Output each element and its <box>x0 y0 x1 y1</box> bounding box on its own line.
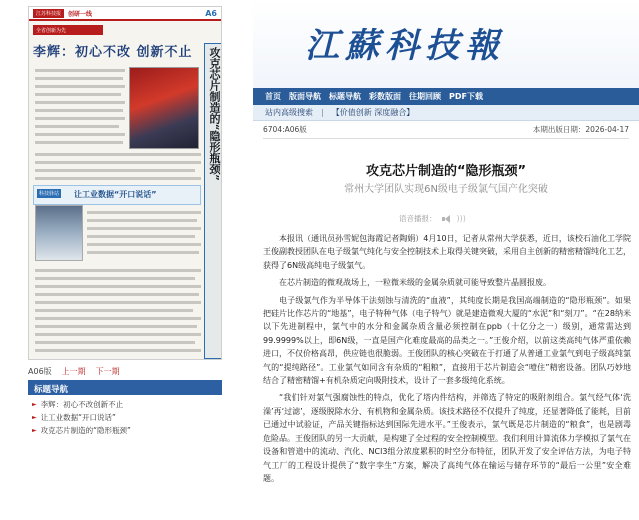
speaker-icon[interactable] <box>441 214 453 224</box>
thumbnail-text-line <box>35 93 121 96</box>
thumbnail-text-line <box>35 169 195 172</box>
thumbnail-page-number: A6 <box>205 8 217 18</box>
thumbnail-text-line <box>35 133 125 136</box>
nav-title-nav[interactable]: 标题导航 <box>329 92 361 101</box>
nav-pdf-download[interactable]: PDF下载 <box>449 92 483 101</box>
thumbnail-text-line <box>35 285 201 288</box>
article-body <box>263 232 631 489</box>
thumbnail-text-line <box>87 251 199 254</box>
thumbnail-text-line <box>87 227 201 230</box>
sound-wave-icon: ))) <box>456 214 466 223</box>
slogan-link[interactable]: 【价值创新 深度融合】 <box>331 108 415 117</box>
title-nav-item-label: 攻克芯片制造的“隐形瓶颈” <box>40 426 131 435</box>
left-panel <box>0 0 250 520</box>
audio-label: 语音播报： <box>399 214 437 223</box>
article-paragraph: 电子级氯气作为半导体干法刻蚀与清洗的“血液”，其纯度长期是我国高端制造的“隐形瓶颈”。如果把硅片比作芯片的“地基”，电子特种气体（电子特气）就是建造微观大厦的“水泥”和“刻刀”。“在28纳米以下先进制程中，氯气中的水分和金属杂质含量必须控制在ppb（十亿分之一）级别，通常需达到99.9999%以上，即6N级，一直是国产化难度最高的品类之一。”王俊介绍，以前这类高纯气体严重依赖进口，不仅价格高昂，供应链也很脆弱。王俊团队的核心突破在于打通了从普通工业氯气到电子级高纯氯气的“提纯路径”。工业氯气如同含有杂质的“粗粮”，直接用于芯片制造会“噎住”精密设备。团队巧妙地结合了精密精馏+有机杂质定向吸附技术，设计了一套多级纯化系统。 <box>263 295 631 386</box>
thumbnail-feature-banner[interactable] <box>33 185 201 205</box>
thumbnail-text-line <box>35 341 195 344</box>
title-nav-item-label: 李辉：初心不改创新不止 <box>40 400 124 409</box>
bullet-arrow-icon: ► <box>32 427 37 434</box>
thumbnail-tag: 全省创新为先 <box>33 25 103 35</box>
issue-page: 6704:A06版 <box>263 125 307 134</box>
thumbnail-text-line <box>35 117 125 120</box>
main-nav <box>253 88 639 105</box>
page-label: A06版 <box>28 367 52 376</box>
thumbnail-text-line <box>35 277 195 280</box>
page-thumbnail[interactable] <box>28 6 222 360</box>
thumbnail-text-line <box>35 333 201 336</box>
title-nav-item[interactable] <box>28 411 222 424</box>
article-panel <box>253 0 639 520</box>
sub-nav <box>253 105 639 121</box>
page-pager <box>28 366 228 377</box>
newspaper-logo: 江蘇科技報 <box>305 26 505 66</box>
thumbnail-text-line <box>35 141 123 144</box>
nav-past-issues[interactable]: 往期回顾 <box>409 92 441 101</box>
subnav-divider: | <box>321 108 324 117</box>
thumbnail-text-line <box>35 85 125 88</box>
nav-home[interactable]: 首页 <box>265 92 281 101</box>
title-nav-list <box>28 398 222 437</box>
thumbnail-article-highlight[interactable] <box>204 43 222 359</box>
thumbnail-headline[interactable]: 李辉：初心不改 创新不止 <box>33 45 193 60</box>
issue-meta <box>263 124 629 139</box>
bullet-arrow-icon: ► <box>32 401 37 408</box>
next-issue-link[interactable]: 下一期 <box>95 367 120 376</box>
nav-page-nav[interactable]: 版面导航 <box>289 92 321 101</box>
thumbnail-text-line <box>35 177 201 180</box>
thumbnail-section: 创研一线 <box>68 10 93 18</box>
thumbnail-text-line <box>87 211 201 214</box>
title-nav-heading: 标题导航 <box>28 380 222 395</box>
thumbnail-text-line <box>87 243 201 246</box>
article-paragraph: 在芯片制造的微观战场上，一粒微米级的金属杂质就可能导致整片晶圆报废。 <box>279 278 551 288</box>
thumbnail-vertical-title[interactable]: 攻克芯片制造的“隐形瓶颈” <box>208 47 221 181</box>
title-nav-item[interactable] <box>28 424 222 437</box>
thumbnail-text-line <box>35 309 193 312</box>
thumbnail-text-line <box>35 109 123 112</box>
thumbnail-text-line <box>35 125 119 128</box>
article-paragraph: 本报讯（通讯员孙雪妮包海霞记者陶娟）4月10日，记者从常州大学获悉，近日，该校石油化工学院王俊副教授团队在电子级氯气纯化与安全控制技术上取得关键突破，采用自主创新的精密精馏纯化工艺，获得了6N级高纯电子级氯气。 <box>263 234 631 270</box>
thumbnail-logo: 江苏科技报 <box>33 9 64 18</box>
thumbnail-text-line <box>35 301 201 304</box>
bullet-arrow-icon: ► <box>32 414 37 421</box>
thumbnail-text-line <box>35 293 199 296</box>
article-title: 攻克芯片制造的“隐形瓶颈” <box>365 164 527 179</box>
thumbnail-portrait-photo <box>129 67 199 149</box>
title-nav-item-label: 让工业数据“开口说话” <box>40 413 116 422</box>
thumbnail-feature-title: 让工业数据“开口说话” <box>74 190 157 199</box>
audio-player[interactable] <box>399 213 466 224</box>
thumbnail-text-line <box>87 219 197 222</box>
thumbnail-text-line <box>35 101 125 104</box>
issue-date: 本期出版日期：2026-04-17 <box>532 125 629 134</box>
thumbnail-text-line <box>35 317 201 320</box>
article-subtitle: 常州大学团队实现6N级电子级氯气国产化突破 <box>344 184 548 195</box>
nav-color-pages[interactable]: 彩数版面 <box>369 92 401 101</box>
thumbnail-text-line <box>35 69 125 72</box>
thumbnail-text-line <box>35 77 123 80</box>
thumbnail-text-line <box>35 325 197 328</box>
thumbnail-text-line <box>35 153 201 156</box>
prev-issue-link[interactable]: 上一期 <box>61 367 86 376</box>
thumbnail-text-line <box>87 235 195 238</box>
thumbnail-header <box>29 7 221 21</box>
title-nav-item[interactable] <box>28 398 222 411</box>
thumbnail-text-line <box>35 269 201 272</box>
masthead <box>253 0 639 88</box>
thumbnail-text-line <box>35 349 201 352</box>
thumbnail-feature-tag: 科技驿站 <box>39 191 60 197</box>
article-paragraph: “我们针对氯气强腐蚀性的特点，优化了塔内件结构，并筛选了特定的吸附剂组合。氯气经气体‘洗澡’再‘过滤’，逐级脱除水分、有机物和金属杂质。该技术路径不仅提升了纯度，还显著降低了能耗，目前已通过中试验证，产品关键指标达到国际先进水平。”王俊表示，氯气既是芯片制造的“粮食”，也是剧毒危险品。王俊团队的另一大贡献，是构建了全过程的安全控制模型。我们利用计算流体力学模拟了氯气在设备和管道中的流动、汽化、NCl3组分浓度累积的时空分布特征，团队开发了安全评估方法，为电子特气工厂的工程设计提供了“数字孪生”方案，解决了高纯气体在输运与储存环节的“最后一公里”安全难题。 <box>263 393 631 483</box>
thumbnail-text-line <box>35 161 201 164</box>
advanced-search-link[interactable]: 站内高级搜索 <box>265 108 313 117</box>
thumbnail-feature-photo <box>35 205 83 261</box>
